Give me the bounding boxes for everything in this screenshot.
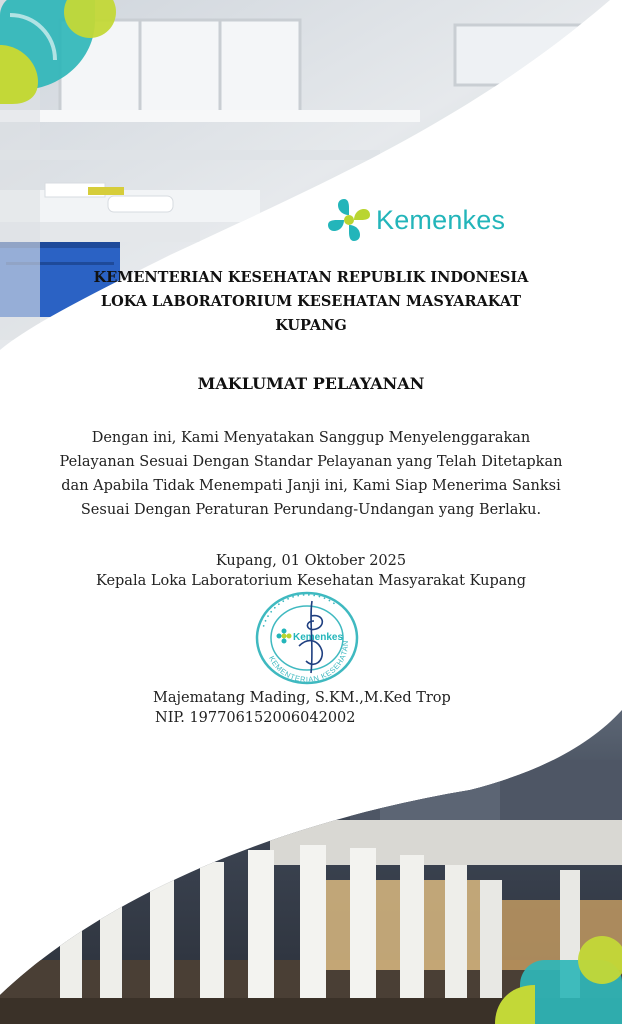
laboratory-city: KUPANG (275, 317, 347, 334)
stamp-logo-text: Kemenkes (293, 632, 344, 643)
signature-block-header (0, 551, 622, 591)
kemenkes-logo-text: Kemenkes (376, 204, 506, 235)
statement-line: Sesuai Dengan Peraturan Perundang-Undangan yang Berlaku. (80, 502, 542, 518)
place-date: Kupang, 01 Oktober 2025 (215, 553, 407, 569)
organization-header (0, 266, 622, 338)
official-stamp (254, 591, 360, 685)
stamp-logo-icon (277, 629, 292, 644)
statement-line: Dengan ini, Kami Menyatakan Sanggup Menyelenggarakan (91, 430, 531, 446)
signer-name: Majematang Mading, S.KM.,M.Ked Trop (153, 690, 451, 706)
page-title: MAKLUMAT PELAYANAN (197, 374, 425, 393)
statement-line: Pelayanan Sesuai Dengan Standar Pelayanan yang Telah Ditetapkan (59, 454, 563, 470)
svg-text:KEMENTERIAN KESEHATAN (267, 640, 350, 684)
statement-line: dan Apabila Tidak Menempati Janji ini, Kami Siap Menerima Sanksi (61, 478, 561, 494)
stamp-ring-text: KEMENTERIAN KESEHATAN (267, 640, 351, 685)
kemenkes-logo (328, 198, 505, 242)
ministry-name: KEMENTERIAN KESEHATAN REPUBLIK INDONESIA (93, 269, 529, 286)
signer-nip: NIP. 197706152006042002 (155, 710, 356, 726)
laboratory-name: LOKA LABORATORIUM KESEHATAN MASYARAKAT (100, 293, 522, 310)
signer-position: Kepala Loka Laboratorium Kesehatan Masyarakat Kupang (96, 573, 526, 589)
kemenkes-logo-icon (328, 198, 370, 242)
declaration-statement (0, 426, 622, 522)
svg-text:• • • • • • • • • • • • • • •: • • • • • • • • • • • • • • • • • (260, 591, 337, 629)
